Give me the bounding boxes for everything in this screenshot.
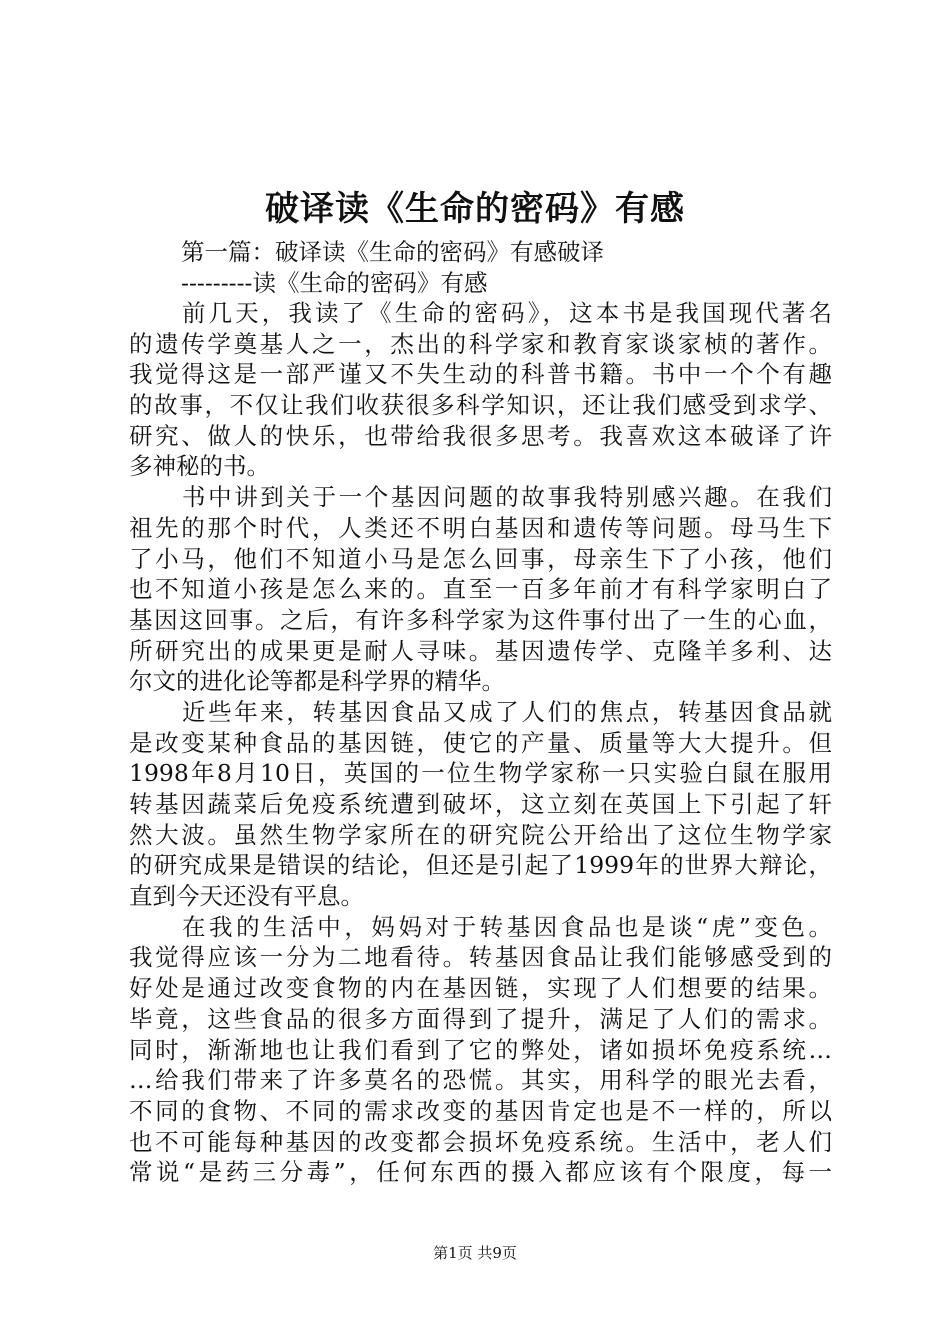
paragraph: [129, 298, 832, 482]
text-line: 在我的生活中，妈妈对于转基因食品也是谈“虎”变色。: [182, 912, 832, 941]
text-line: 直到今天还没有平息。: [129, 882, 364, 911]
paragraph: [129, 697, 832, 912]
text-line: 是改变某种食品的基因链，使它的产量、质量等大大提升。但: [129, 728, 832, 757]
text-line: 基因这回事。之后，有许多科学家为这件事付出了一生的心血，: [129, 605, 832, 634]
page-footer: 第1页 共9页: [433, 1244, 517, 1262]
text-line: 转基因蔬菜后免疫系统遭到破坏，这立刻在英国上下引起了轩: [129, 790, 832, 818]
text-line: 研究、做人的快乐，也带给我很多思考。我喜欢这本破译了许: [129, 421, 832, 450]
text-line: 尔文的进化论等都是科学界的精华。: [129, 667, 505, 696]
document-body: [129, 298, 832, 1188]
text-line: 的研究成果是错误的结论，但还是引起了1999年的世界大辩论，: [129, 851, 832, 880]
text-line: …给我们带来了许多莫名的恐慌。其实，用科学的眼光去看，: [129, 1066, 832, 1095]
text-line: 的遗传学奠基人之一，杰出的科学家和教育家谈家桢的著作。: [129, 329, 832, 358]
text-line: 的故事，不仅让我们收获很多科学知识，还让我们感受到求学、: [129, 391, 832, 420]
text-line: 我觉得应该一分为二地看待。转基因食品让我们能够感受到的: [129, 943, 832, 972]
subtitle-line: 第一篇：破译读《生命的密码》有感破译: [181, 238, 604, 266]
text-line: 祖先的那个时代，人类还不明白基因和遗传等问题。母马生下: [129, 513, 832, 542]
text-line: 好处是通过改变食物的内在基因链，实现了人们想要的结果。: [129, 974, 832, 1003]
text-line: 前几天，我读了《生命的密码》，这本书是我国现代著名: [182, 299, 832, 327]
text-line: 了小马，他们不知道小马是怎么回事，母亲生下了小孩，他们: [129, 544, 832, 573]
text-line: 也不知道小孩是怎么来的。直至一百多年前才有科学家明白了: [129, 575, 832, 604]
text-line: 常说“是药三分毒”，任何东西的摄入都应该有个限度，每一: [129, 1158, 832, 1187]
subtitle-line: ---------读《生命的密码》有感: [181, 269, 488, 297]
text-line: 然大波。虽然生物学家所在的研究院公开给出了这位生物学家: [129, 820, 832, 849]
text-line: 近些年来，转基因食品又成了人们的焦点，转基因食品就: [182, 697, 832, 726]
text-line: 毕竟，这些食品的很多方面得到了提升，满足了人们的需求。: [129, 1004, 832, 1033]
paragraph: [129, 482, 832, 697]
text-line: 书中讲到关于一个基因问题的故事我特别感兴趣。在我们: [182, 483, 832, 512]
text-line: 1998年8月10日，英国的一位生物学家称一只实验白鼠在服用: [129, 759, 832, 788]
document-title: 破译读《生命的密码》有感: [265, 189, 685, 229]
paragraph: [129, 912, 832, 1188]
text-line: 我觉得这是一部严谨又不失生动的科普书籍。书中一个个有趣: [129, 360, 832, 389]
text-line: 不同的食物、不同的需求改变的基因肯定也是不一样的，所以: [129, 1096, 832, 1125]
text-line: 也不可能每种基因的改变都会损坏免疫系统。生活中，老人们: [129, 1127, 832, 1156]
text-line: 同时，渐渐地也让我们看到了它的弊处，诸如损坏免疫系统…: [129, 1035, 832, 1064]
text-line: 所研究出的成果更是耐人寻味。基因遗传学、克隆羊多利、达: [129, 636, 832, 665]
text-line: 多神秘的书。: [129, 452, 270, 481]
